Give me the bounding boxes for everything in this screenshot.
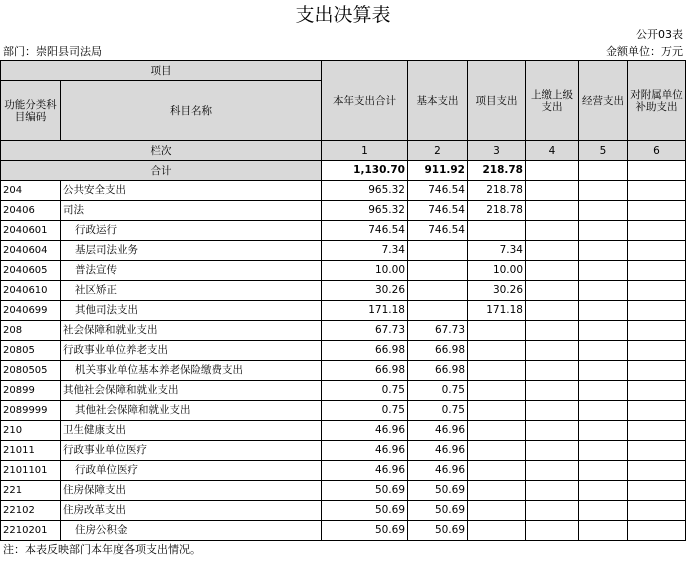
row-total: 30.26 [322, 281, 408, 301]
header-basic: 基本支出 [408, 61, 468, 141]
row-project [468, 321, 526, 341]
row-upper [526, 361, 579, 381]
row-basic: 50.69 [408, 481, 468, 501]
header-subsidy: 对附属单位补助支出 [628, 61, 686, 141]
header-name: 科目名称 [61, 81, 322, 141]
row-code: 2040605 [1, 261, 61, 281]
row-business [579, 321, 628, 341]
form-code: 公开03表 [636, 28, 683, 41]
row-total: 46.96 [322, 461, 408, 481]
row-code: 2089999 [1, 401, 61, 421]
row-upper [526, 281, 579, 301]
header-item: 项目 [1, 61, 322, 81]
row-name: 机关事业单位基本养老保险缴费支出 [61, 361, 322, 381]
row-subsidy [628, 421, 686, 441]
expenditure-table [0, 60, 686, 541]
row-project: 10.00 [468, 261, 526, 281]
row-name: 卫生健康支出 [61, 421, 322, 441]
row-code: 2101101 [1, 461, 61, 481]
totals-business [579, 161, 628, 181]
footnote: 注：本表反映部门本年度各项支出情况。 [3, 543, 201, 556]
row-total: 0.75 [322, 401, 408, 421]
table-row [1, 321, 686, 341]
row-subsidy [628, 301, 686, 321]
row-name: 普法宣传 [61, 261, 322, 281]
row-subsidy [628, 321, 686, 341]
row-subsidy [628, 501, 686, 521]
row-basic: 66.98 [408, 361, 468, 381]
row-total: 66.98 [322, 341, 408, 361]
row-business [579, 421, 628, 441]
header-project: 项目支出 [468, 61, 526, 141]
table-row [1, 401, 686, 421]
row-project [468, 341, 526, 361]
row-total: 46.96 [322, 441, 408, 461]
row-total: 46.96 [322, 421, 408, 441]
table-row [1, 381, 686, 401]
row-project [468, 501, 526, 521]
row-upper [526, 221, 579, 241]
totals-row [1, 161, 686, 181]
row-code: 20805 [1, 341, 61, 361]
row-business [579, 261, 628, 281]
row-name: 行政运行 [61, 221, 322, 241]
table-row [1, 341, 686, 361]
row-total: 50.69 [322, 501, 408, 521]
table-row [1, 221, 686, 241]
header-code: 功能分类科目编码 [1, 81, 61, 141]
row-subsidy [628, 461, 686, 481]
row-total: 67.73 [322, 321, 408, 341]
row-project [468, 421, 526, 441]
row-subsidy [628, 281, 686, 301]
department-label: 部门：崇阳县司法局 [3, 45, 102, 58]
row-code: 208 [1, 321, 61, 341]
row-subsidy [628, 261, 686, 281]
row-subsidy [628, 181, 686, 201]
row-code: 20899 [1, 381, 61, 401]
row-name: 住房公积金 [61, 521, 322, 541]
row-basic: 50.69 [408, 501, 468, 521]
row-upper [526, 301, 579, 321]
row-code: 210 [1, 421, 61, 441]
totals-subsidy [628, 161, 686, 181]
row-code: 204 [1, 181, 61, 201]
totals-basic: 911.92 [408, 161, 468, 181]
row-total: 171.18 [322, 301, 408, 321]
column-index-3: 3 [468, 141, 526, 161]
header-total: 本年支出合计 [322, 61, 408, 141]
row-upper [526, 381, 579, 401]
totals-project: 218.78 [468, 161, 526, 181]
row-upper [526, 261, 579, 281]
row-business [579, 181, 628, 201]
column-index-1: 1 [322, 141, 408, 161]
row-upper [526, 461, 579, 481]
row-upper [526, 481, 579, 501]
row-code: 2040604 [1, 241, 61, 261]
row-code: 2040610 [1, 281, 61, 301]
table-row [1, 201, 686, 221]
row-project: 218.78 [468, 181, 526, 201]
table-row [1, 361, 686, 381]
row-name: 司法 [61, 201, 322, 221]
row-business [579, 461, 628, 481]
row-project [468, 221, 526, 241]
row-total: 0.75 [322, 381, 408, 401]
row-code: 2040699 [1, 301, 61, 321]
row-basic: 46.96 [408, 441, 468, 461]
row-basic [408, 261, 468, 281]
totals-total: 1,130.70 [322, 161, 408, 181]
table-row [1, 281, 686, 301]
table-row [1, 421, 686, 441]
table-row [1, 521, 686, 541]
row-upper [526, 321, 579, 341]
row-name: 住房改革支出 [61, 501, 322, 521]
row-subsidy [628, 381, 686, 401]
row-upper [526, 501, 579, 521]
row-business [579, 241, 628, 261]
row-total: 50.69 [322, 481, 408, 501]
row-business [579, 521, 628, 541]
row-name: 社会保障和就业支出 [61, 321, 322, 341]
row-basic: 50.69 [408, 521, 468, 541]
header-business: 经营支出 [579, 61, 628, 141]
row-name: 行政事业单位医疗 [61, 441, 322, 461]
row-name: 行政单位医疗 [61, 461, 322, 481]
row-business [579, 281, 628, 301]
row-code: 2080505 [1, 361, 61, 381]
row-business [579, 481, 628, 501]
row-business [579, 501, 628, 521]
row-basic: 67.73 [408, 321, 468, 341]
row-upper [526, 201, 579, 221]
row-code: 20406 [1, 201, 61, 221]
column-index-5: 5 [579, 141, 628, 161]
table-row [1, 441, 686, 461]
row-project [468, 361, 526, 381]
row-name: 其他社会保障和就业支出 [61, 401, 322, 421]
row-subsidy [628, 441, 686, 461]
row-upper [526, 421, 579, 441]
row-upper [526, 341, 579, 361]
row-name: 社区矫正 [61, 281, 322, 301]
column-index-label: 栏次 [1, 141, 322, 161]
column-index-6: 6 [628, 141, 686, 161]
row-basic [408, 281, 468, 301]
row-business [579, 221, 628, 241]
row-code: 21011 [1, 441, 61, 461]
table-row [1, 261, 686, 281]
table-row [1, 301, 686, 321]
row-basic [408, 241, 468, 261]
row-name: 其他司法支出 [61, 301, 322, 321]
row-upper [526, 441, 579, 461]
row-basic: 46.96 [408, 461, 468, 481]
row-basic [408, 301, 468, 321]
row-subsidy [628, 221, 686, 241]
row-business [579, 441, 628, 461]
table-row [1, 461, 686, 481]
row-project: 7.34 [468, 241, 526, 261]
row-total: 50.69 [322, 521, 408, 541]
row-total: 7.34 [322, 241, 408, 261]
unit-label: 金额单位：万元 [606, 45, 683, 58]
row-project: 30.26 [468, 281, 526, 301]
row-basic: 46.96 [408, 421, 468, 441]
row-code: 221 [1, 481, 61, 501]
row-project [468, 441, 526, 461]
row-basic: 746.54 [408, 181, 468, 201]
row-code: 22102 [1, 501, 61, 521]
row-subsidy [628, 481, 686, 501]
row-name: 公共安全支出 [61, 181, 322, 201]
row-project [468, 521, 526, 541]
row-basic: 66.98 [408, 341, 468, 361]
row-total: 965.32 [322, 181, 408, 201]
row-subsidy [628, 521, 686, 541]
row-subsidy [628, 401, 686, 421]
row-business [579, 361, 628, 381]
totals-upper [526, 161, 579, 181]
row-project: 218.78 [468, 201, 526, 221]
table-row [1, 241, 686, 261]
row-project [468, 461, 526, 481]
row-basic: 0.75 [408, 401, 468, 421]
row-upper [526, 401, 579, 421]
row-subsidy [628, 201, 686, 221]
column-index-2: 2 [408, 141, 468, 161]
row-name: 行政事业单位养老支出 [61, 341, 322, 361]
row-subsidy [628, 241, 686, 261]
row-upper [526, 241, 579, 261]
row-project [468, 481, 526, 501]
page-title: 支出决算表 [295, 4, 391, 26]
row-project [468, 401, 526, 421]
row-basic: 746.54 [408, 201, 468, 221]
totals-label: 合计 [1, 161, 322, 181]
row-basic: 746.54 [408, 221, 468, 241]
row-business [579, 381, 628, 401]
row-total: 746.54 [322, 221, 408, 241]
table-row [1, 501, 686, 521]
row-upper [526, 181, 579, 201]
row-code: 2210201 [1, 521, 61, 541]
row-subsidy [628, 361, 686, 381]
row-name: 其他社会保障和就业支出 [61, 381, 322, 401]
row-project [468, 381, 526, 401]
row-subsidy [628, 341, 686, 361]
table-row [1, 181, 686, 201]
row-business [579, 201, 628, 221]
row-business [579, 341, 628, 361]
row-name: 住房保障支出 [61, 481, 322, 501]
row-basic: 0.75 [408, 381, 468, 401]
row-total: 66.98 [322, 361, 408, 381]
row-upper [526, 521, 579, 541]
row-business [579, 401, 628, 421]
table-row [1, 481, 686, 501]
column-index-4: 4 [526, 141, 579, 161]
header-upper: 上缴上级支出 [526, 61, 579, 141]
row-total: 965.32 [322, 201, 408, 221]
row-code: 2040601 [1, 221, 61, 241]
row-total: 10.00 [322, 261, 408, 281]
row-business [579, 301, 628, 321]
row-project: 171.18 [468, 301, 526, 321]
row-name: 基层司法业务 [61, 241, 322, 261]
